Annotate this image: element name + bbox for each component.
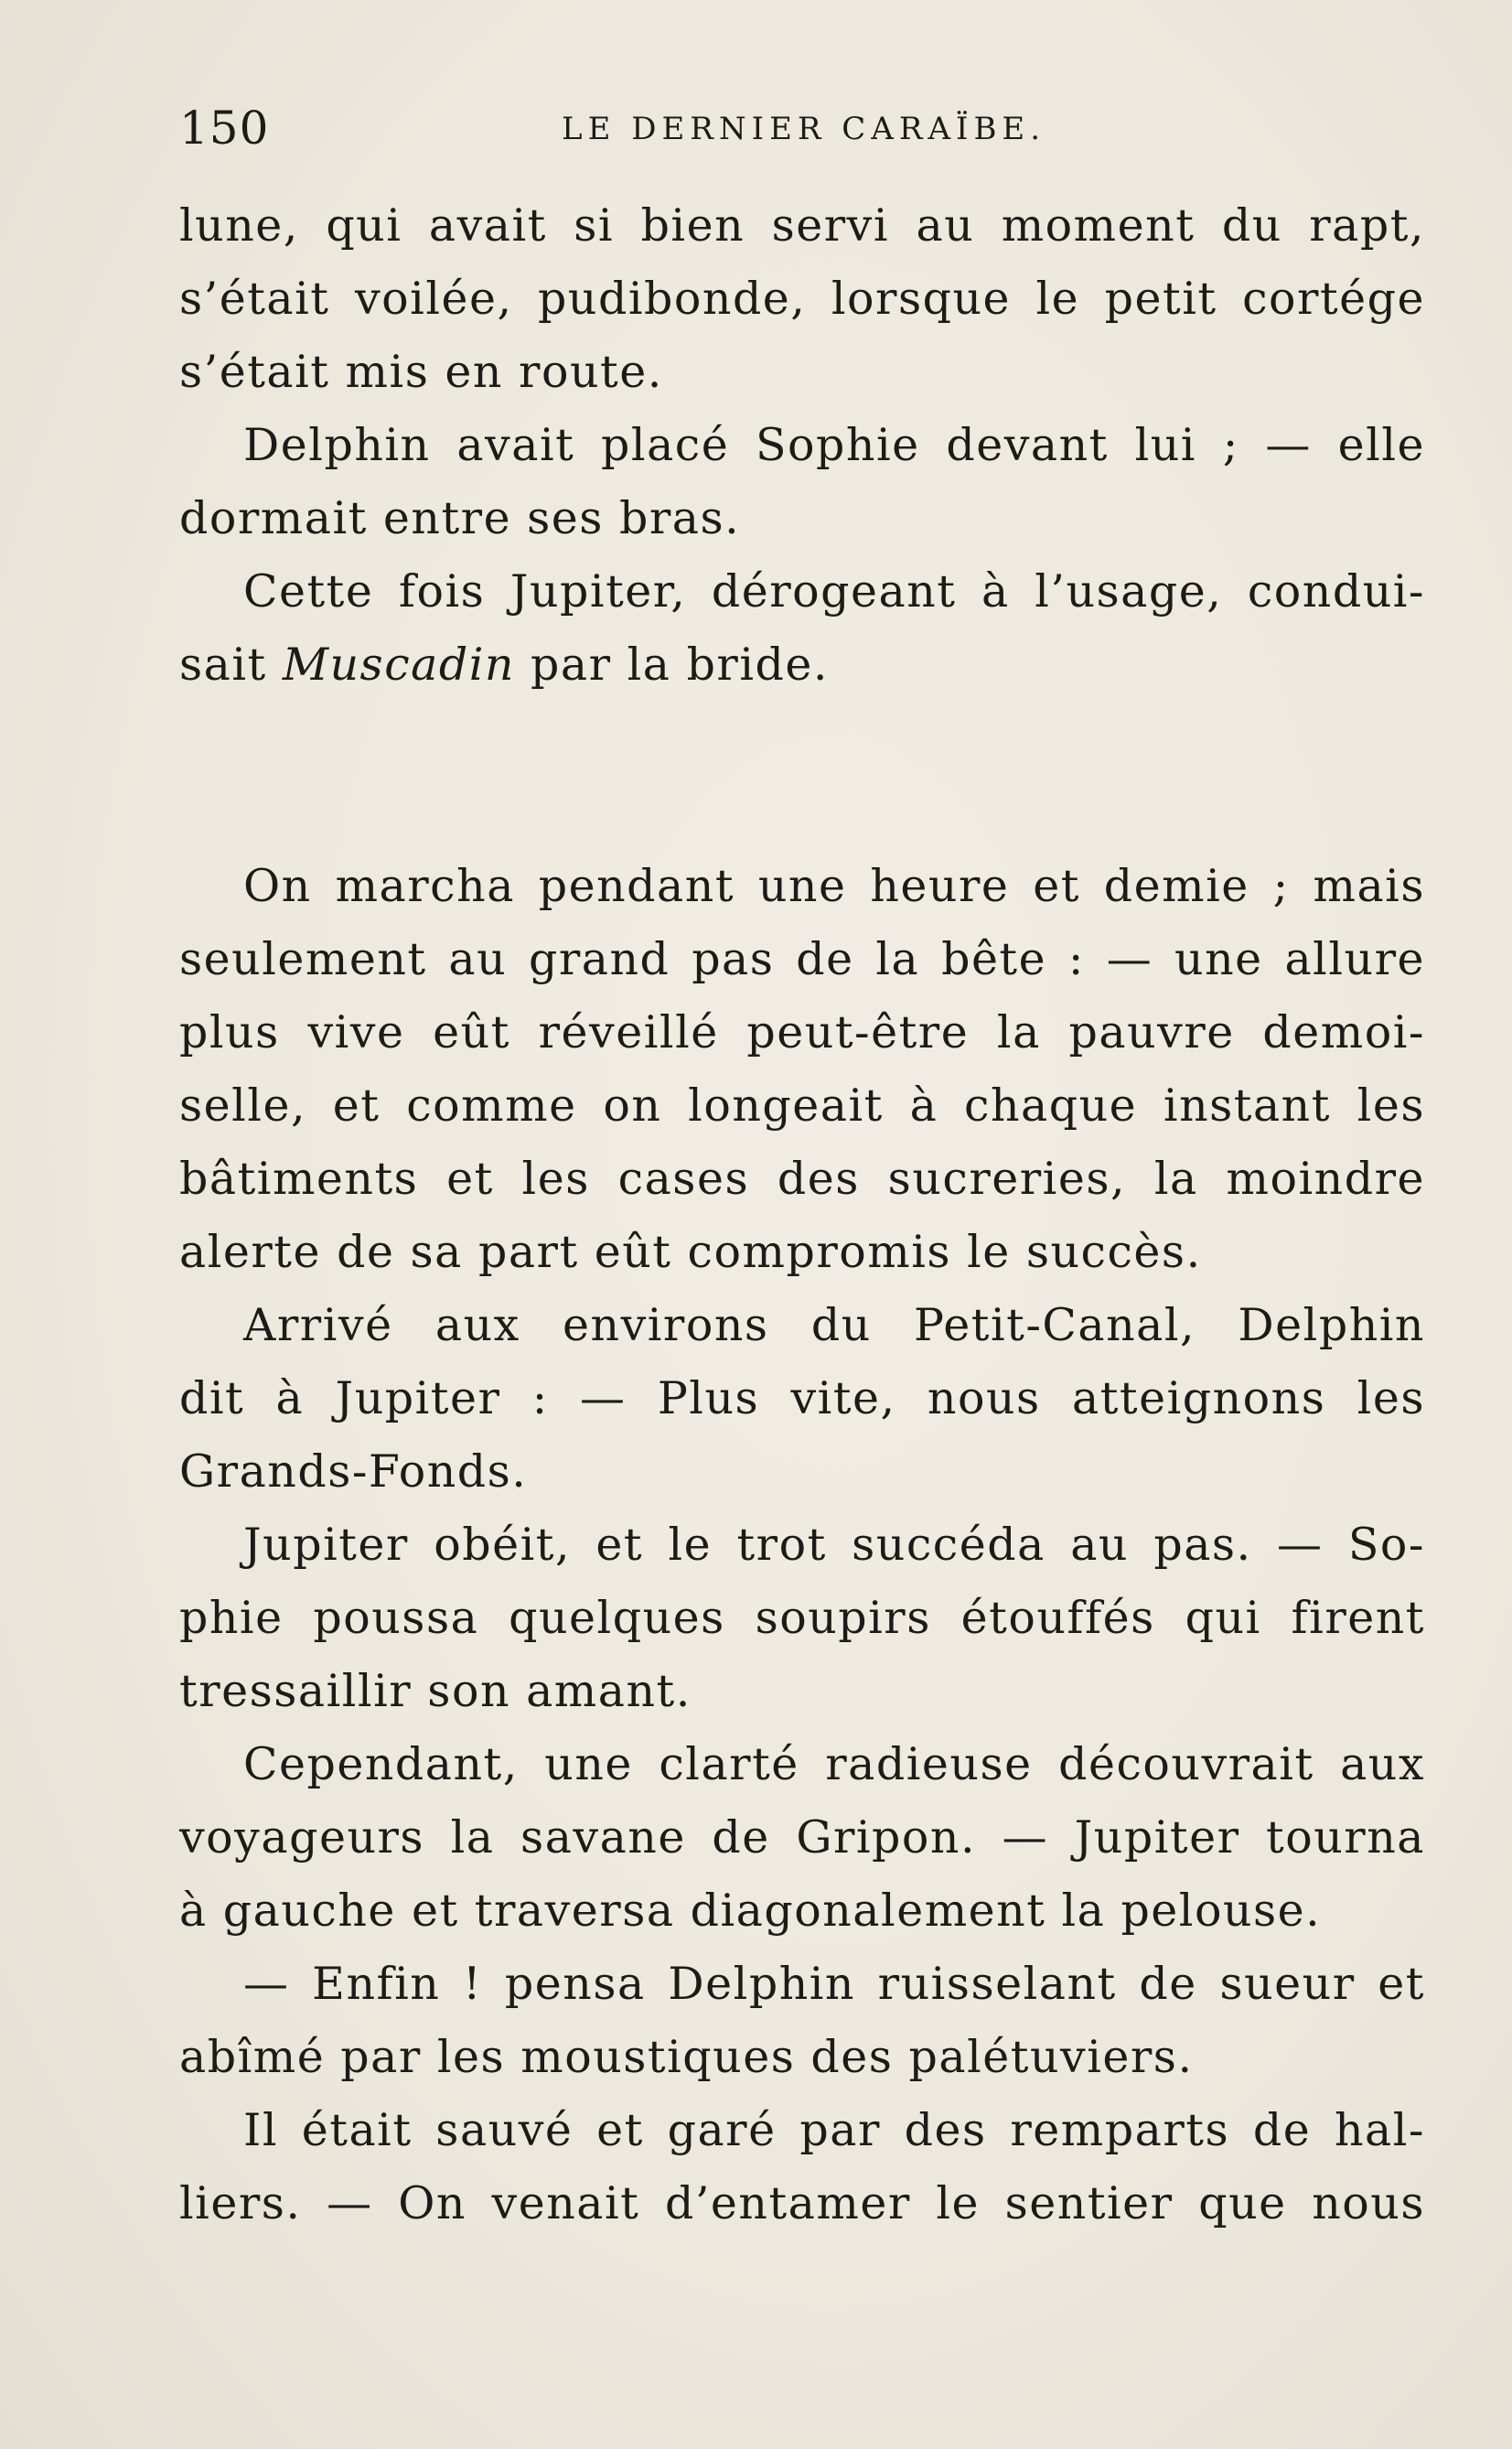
paragraph-section-1 (179, 189, 1425, 702)
text-fragment: sait (179, 639, 283, 691)
text-line: Cette fois Jupiter, dérogeant à l’usage, condui- (243, 565, 1425, 618)
text-fragment: par la bride. (514, 639, 829, 691)
text-line: voyageurs la savane de Gripon. — Jupiter tourna (179, 1811, 1425, 1864)
text-line: dormait entre ses bras. (179, 492, 741, 544)
text-line: lune, qui avait si bien servi au moment du rapt, (179, 199, 1425, 252)
page-body (179, 189, 1425, 2240)
text-line: seulement au grand pas de la bête : — une allure (179, 933, 1425, 985)
page-header (179, 101, 1432, 156)
text-line: bâtiments et les cases des sucreries, la moindre (179, 1153, 1425, 1205)
text-line: — Enfin ! pensa Delphin ruisselant de sueur et (243, 1958, 1425, 2010)
text-line: dit à Jupiter : — Plus vite, nous atteignons les (179, 1372, 1425, 1424)
text-line: Delphin avait placé Sophie devant lui ; — elle (243, 419, 1425, 471)
text-line: abîmé par les moustiques des palétuviers. (179, 2031, 1194, 2083)
text-line: Arrivé aux environs du Petit-Canal, Delphin (243, 1299, 1425, 1351)
text-line: s’était mis en route. (179, 346, 663, 398)
page-number: 150 (179, 102, 270, 155)
text-line: selle, et comme on longeait à chaque instant les (179, 1079, 1425, 1132)
text-line: s’était voilée, pudibonde, lorsque le petit cortége (179, 273, 1425, 325)
italic-horse-name: Muscadin (282, 639, 515, 691)
text-line-with-italic (179, 628, 1425, 702)
text-line: plus vive eût réveillé peut-être la pauvre demoi- (179, 1006, 1425, 1058)
text-line: tressaillir son amant. (179, 1665, 692, 1717)
text-line: alerte de sa part eût compromis le succès. (179, 1226, 1202, 1278)
text-line: à gauche et traversa diagonalement la pelouse. (179, 1885, 1322, 1937)
text-line: Grands-Fonds. (179, 1445, 528, 1498)
text-line: Jupiter obéit, et le trot succéda au pas. — So- (243, 1519, 1425, 1571)
text-line: Cependant, une clarté radieuse découvrait aux (243, 1738, 1425, 1790)
paragraph-section-2 (179, 850, 1425, 2240)
running-title: LE DERNIER CARAÏBE. (562, 111, 1046, 147)
text-line: Il était sauvé et garé par des remparts de hal- (243, 2104, 1425, 2156)
text-line: phie poussa quelques soupirs étouffés qui firent (179, 1592, 1425, 1644)
text-line: On marcha pendant une heure et demie ; mais (243, 860, 1425, 912)
section-break (179, 702, 1425, 850)
text-line: liers. — On venait d’entamer le sentier que nous (179, 2177, 1425, 2229)
